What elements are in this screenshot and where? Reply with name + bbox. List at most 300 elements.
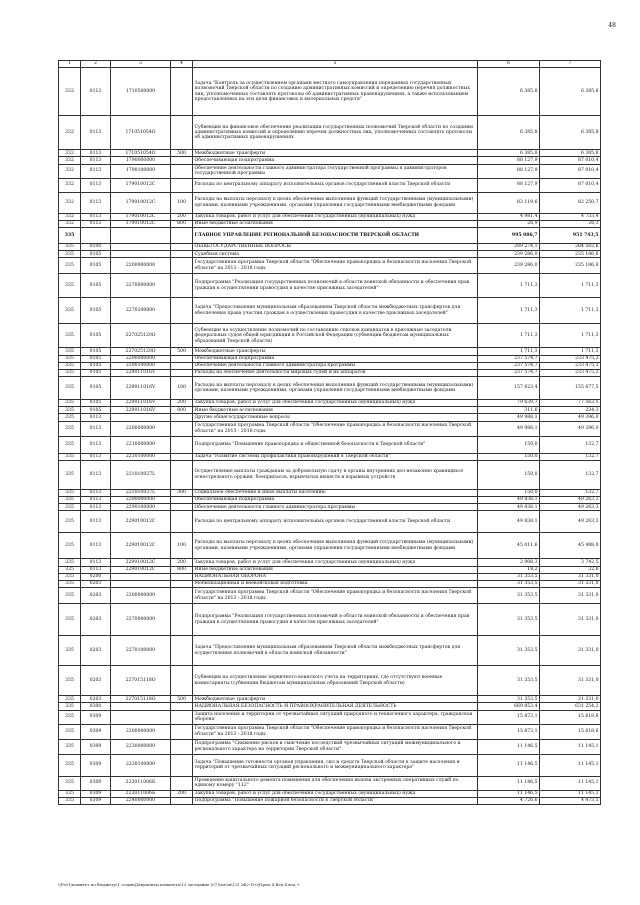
admin-code-cell: 335 — [59, 243, 81, 250]
expense-type-cell — [171, 580, 193, 587]
target-article-cell: 171051054О — [111, 116, 171, 150]
amount-planned-cell: 2 908,3 — [478, 559, 540, 566]
target-article-cell: 229010012С — [111, 533, 171, 559]
column-header: 3 — [111, 61, 171, 68]
description-cell: Расходы по центральному аппарату исполнительных органов государственной власти Тверской области — [193, 511, 478, 533]
admin-code-cell: 335 — [59, 533, 81, 559]
expense-type-cell: 500 — [171, 696, 193, 703]
table-row — [59, 739, 601, 754]
table-row — [59, 178, 601, 192]
target-article-cell: 2200000000 — [111, 258, 171, 274]
amount-planned-cell: 15 873,1 — [478, 724, 540, 739]
expense-type-cell: 200 — [171, 790, 193, 797]
description-cell: Задача "Предоставление муниципальным образованиям Тверской области межбюджетных трансфертов для осуществления полномочий в области воинской обязанности" — [193, 636, 478, 666]
admin-code-cell: 335 — [59, 696, 81, 703]
description-cell: Межбюджетные трансферты — [193, 348, 478, 355]
section-code-cell: 0113 — [81, 157, 111, 164]
expense-type-cell — [171, 460, 193, 489]
table-row — [59, 511, 601, 533]
expense-type-cell — [171, 116, 193, 150]
section-code-cell: 0105 — [81, 324, 111, 348]
amount-planned-cell: 31 353,5 — [478, 604, 540, 636]
description-cell: Подпрограмма "Реализация государственных полномочий в области воинской обязанности и обеспечения прав граждан в осуществлении правосудия в качестве присяжных заседателей" — [193, 604, 478, 636]
amount-executed-cell: 1 711,3 — [540, 274, 601, 298]
page-number: 48 — [608, 22, 616, 29]
table-row — [59, 116, 601, 150]
description-cell: Межбюджетные трансферты — [193, 150, 478, 157]
expense-type-cell — [171, 453, 193, 460]
column-header: 5 — [193, 61, 478, 68]
admin-code-cell: 335 — [59, 400, 81, 407]
amount-executed-cell: 31 331,0 — [540, 580, 601, 587]
target-article-cell: 2210000000 — [111, 436, 171, 453]
description-cell: Задача "Контроль за осуществлением органами местного самоуправления переданных государственных полномочий Тверской области по созданию административных комиссий и определению перечня должностных лиц, уполномоченных составлять протоколы об административных правонарушениях, а также использованием предоставленных на эти цели финансовых и материальных средств" — [193, 68, 478, 116]
amount-executed-cell: 31 331,0 — [540, 604, 601, 636]
description-cell: Закупка товаров, работ и услуг для обеспечения государственных (муниципальных) нужд — [193, 400, 478, 407]
expense-type-cell: 300 — [171, 489, 193, 496]
amount-executed-cell: 49 396,0 — [540, 414, 601, 421]
description-cell: Обеспечивающая подпрограмма — [193, 355, 478, 362]
description-cell: Государственная программа Тверской области "Обеспечение правопорядка и безопасности населения Тверской области" на 2013 - 2018 годы — [193, 421, 478, 436]
section-code-cell: 0113 — [81, 116, 111, 150]
table-row — [59, 489, 601, 496]
admin-code-cell: 332 — [59, 68, 81, 116]
target-article-cell: 227015118О — [111, 696, 171, 703]
section-code-cell: 0105 — [81, 274, 111, 298]
expense-type-cell — [171, 324, 193, 348]
amount-planned-cell: 18,2 — [478, 566, 540, 573]
table-row — [59, 68, 601, 116]
admin-code-cell: 335 — [59, 754, 81, 776]
amount-executed-cell: 233 475,3 — [540, 369, 601, 376]
amount-executed-cell: 235 186,6 — [540, 258, 601, 274]
section-code-cell: 0300 — [81, 703, 111, 710]
amount-planned-cell: 31 353,5 — [478, 696, 540, 703]
description-cell: Обеспечение деятельности главного администратора программы — [193, 362, 478, 369]
target-article-cell: 227015118О — [111, 666, 171, 696]
section-code-cell: 0203 — [81, 696, 111, 703]
expense-type-cell — [171, 573, 193, 580]
amount-planned-cell: 239 286,0 — [478, 251, 540, 258]
admin-code-cell: 335 — [59, 227, 81, 243]
table-row — [59, 436, 601, 453]
amount-executed-cell: 45 488,0 — [540, 533, 601, 559]
table-row — [59, 150, 601, 157]
section-code-cell: 0113 — [81, 414, 111, 421]
description-cell: Задача "Предоставление муниципальным образованиям Тверской области межбюджетных трансфертов для обеспечения права участия граждан в осуществлении правосудия в качестве присяжных заседателей" — [193, 298, 478, 324]
column-header: 6 — [478, 61, 540, 68]
target-article-cell: 229010012С — [111, 566, 171, 573]
description-cell: Иные бюджетные ассигнования — [193, 220, 478, 227]
section-code-cell: 0203 — [81, 604, 111, 636]
section-code-cell: 0203 — [81, 588, 111, 604]
description-cell: НАЦИОНАЛЬНАЯ БЕЗОПАСНОСТЬ И ПРАВООХРАНИТЕЛЬНАЯ ДЕЯТЕЛЬНОСТЬ — [193, 703, 478, 710]
expense-type-cell — [171, 710, 193, 724]
target-article-cell: 179010012С — [111, 213, 171, 220]
amount-planned-cell: 11 146,5 — [478, 776, 540, 790]
table-row — [59, 666, 601, 696]
section-code-cell: 0113 — [81, 504, 111, 511]
target-article-cell — [111, 703, 171, 710]
amount-planned-cell: 83 119,6 — [478, 192, 540, 213]
table-row — [59, 559, 601, 566]
admin-code-cell: 335 — [59, 251, 81, 258]
table-row — [59, 157, 601, 164]
amount-executed-cell: 87 010,4 — [540, 164, 601, 178]
expense-type-cell — [171, 68, 193, 116]
admin-code-cell: 335 — [59, 298, 81, 324]
expense-type-cell — [171, 157, 193, 164]
target-article-cell: 2270100000 — [111, 636, 171, 666]
description-cell: Государственная программа Тверской области "Обеспечение правопорядка и безопасности населения Тверской области" на 2013 - 2018 годы — [193, 258, 478, 274]
amount-executed-cell: 951 743,5 — [540, 227, 601, 243]
section-code-cell: 0113 — [81, 460, 111, 489]
description-cell: Расходы на выплаты персоналу в целях обеспечения выполнения функций государственными (муниципальными) органами, казенными учреждениями, органами управления государственными внебюджетными фондами — [193, 192, 478, 213]
description-cell: Расходы по центральному аппарату исполнительных органов государственной власти Тверской области — [193, 178, 478, 192]
amount-executed-cell: 87 010,4 — [540, 157, 601, 164]
expense-type-cell — [171, 754, 193, 776]
amount-planned-cell: 49 838,1 — [478, 511, 540, 533]
table-row — [59, 164, 601, 178]
expense-type-cell — [171, 497, 193, 504]
section-code-cell: 0309 — [81, 790, 111, 797]
section-code-cell: 0113 — [81, 220, 111, 227]
amount-executed-cell: 11 145,1 — [540, 776, 601, 790]
description-cell: Обеспечение деятельности главного администратора государственной программы и администраторов государственной программы — [193, 164, 478, 178]
expense-type-cell: 200 — [171, 559, 193, 566]
table-row — [59, 754, 601, 776]
amount-executed-cell: 1 711,3 — [540, 348, 601, 355]
expense-type-cell — [171, 604, 193, 636]
amount-executed-cell: 49 263,3 — [540, 511, 601, 533]
expense-type-cell: 800 — [171, 220, 193, 227]
section-code-cell: 0309 — [81, 724, 111, 739]
table-row — [59, 566, 601, 573]
table-row — [59, 797, 601, 804]
column-header: 1 — [59, 61, 81, 68]
amount-executed-cell: 3 742,5 — [540, 559, 601, 566]
table-row — [59, 421, 601, 436]
expense-type-cell — [171, 274, 193, 298]
description-cell: Субвенции на осуществление полномочий по составлению списков кандидатов в присяжные заседатели федеральных судов общей юрисдикции в Российской Федерации (субвенции бюджетам муниципальных образований Тверской области) — [193, 324, 478, 348]
amount-executed-cell: 31 331,0 — [540, 588, 601, 604]
amount-executed-cell: 132,7 — [540, 436, 601, 453]
amount-planned-cell: 6 385,8 — [478, 68, 540, 116]
amount-planned-cell: 4 981,4 — [478, 213, 540, 220]
expense-type-cell: 500 — [171, 348, 193, 355]
section-code-cell: 0113 — [81, 453, 111, 460]
amount-executed-cell: 4 733,4 — [540, 213, 601, 220]
amount-executed-cell: 1 711,3 — [540, 324, 601, 348]
expense-type-cell — [171, 258, 193, 274]
amount-planned-cell: 31 353,5 — [478, 636, 540, 666]
amount-planned-cell: 150,0 — [478, 460, 540, 489]
admin-code-cell: 332 — [59, 192, 81, 213]
amount-planned-cell: 239 286,0 — [478, 258, 540, 274]
amount-executed-cell: 631 254,2 — [540, 703, 601, 710]
table-row — [59, 580, 601, 587]
target-article-cell: 2230100000 — [111, 754, 171, 776]
amount-planned-cell: 11 146,5 — [478, 754, 540, 776]
expense-type-cell: 800 — [171, 566, 193, 573]
amount-executed-cell: 233 475,3 — [540, 362, 601, 369]
section-code-cell: 0105 — [81, 298, 111, 324]
section-code-cell: 0105 — [81, 362, 111, 369]
target-article-cell: 2200000000 — [111, 588, 171, 604]
admin-code-cell: 332 — [59, 150, 81, 157]
admin-code-cell: 332 — [59, 164, 81, 178]
admin-code-cell: 335 — [59, 739, 81, 754]
table-row — [59, 348, 601, 355]
target-article-cell: 221010037L — [111, 460, 171, 489]
expense-type-cell — [171, 703, 193, 710]
amount-planned-cell: 1 711,3 — [478, 324, 540, 348]
amount-planned-cell: 88 127,9 — [478, 157, 540, 164]
section-code-cell: 0203 — [81, 636, 111, 666]
amount-executed-cell: 132,7 — [540, 453, 601, 460]
table-row — [59, 227, 601, 243]
section-code-cell: 0105 — [81, 400, 111, 407]
amount-executed-cell: 87 010,4 — [540, 178, 601, 192]
table-row — [59, 355, 601, 362]
section-code-cell: 0309 — [81, 710, 111, 724]
table-row — [59, 776, 601, 790]
column-header: 7 — [540, 61, 601, 68]
amount-executed-cell: 6 385,8 — [540, 68, 601, 116]
table-row — [59, 400, 601, 407]
amount-executed-cell: 11 145,1 — [540, 754, 601, 776]
target-article-cell: 2290100000 — [111, 504, 171, 511]
expense-type-cell: 500 — [171, 150, 193, 157]
expense-type-cell — [171, 178, 193, 192]
table-header-row — [59, 61, 601, 68]
file-path-footer: \\Fs01\комитет по бюджету\1 созыв\Документы комитета\13 заседание (07)\зп\зп\13) 2Ф2-П-0\Прил 4 Вед 4 вед.+ — [58, 882, 300, 887]
admin-code-cell: 335 — [59, 559, 81, 566]
section-code-cell: 0113 — [81, 150, 111, 157]
admin-code-cell: 332 — [59, 220, 81, 227]
amount-executed-cell: 49 263,3 — [540, 497, 601, 504]
table-row — [59, 790, 601, 797]
admin-code-cell: 335 — [59, 566, 81, 573]
section-code-cell: 0105 — [81, 355, 111, 362]
budget-table — [58, 60, 601, 805]
description-cell: Социальное обеспечение и иные выплаты населению — [193, 489, 478, 496]
section-code-cell: 0113 — [81, 489, 111, 496]
expense-type-cell: 100 — [171, 377, 193, 400]
description-cell: Задача "Развитие системы профилактики правонарушений в Тверской области" — [193, 453, 478, 460]
expense-type-cell — [171, 298, 193, 324]
admin-code-cell: 335 — [59, 369, 81, 376]
target-article-cell: 2200000000 — [111, 724, 171, 739]
amount-planned-cell: 995 086,7 — [478, 227, 540, 243]
amount-executed-cell: 11 145,1 — [540, 739, 601, 754]
amount-planned-cell: 237 574,7 — [478, 355, 540, 362]
description-cell: Подпрограмма "Повышение правопорядка и общественной безопасности в Тверской области" — [193, 436, 478, 453]
admin-code-cell: 335 — [59, 460, 81, 489]
amount-executed-cell: 11 145,1 — [540, 790, 601, 797]
amount-planned-cell: 669 853,4 — [478, 703, 540, 710]
section-code-cell: 0113 — [81, 497, 111, 504]
description-cell: Обеспечивающая подпрограмма — [193, 497, 478, 504]
expense-type-cell — [171, 421, 193, 436]
table-row — [59, 213, 601, 220]
target-article-cell — [111, 251, 171, 258]
amount-planned-cell: 6 385,8 — [478, 116, 540, 150]
expense-type-cell: 800 — [171, 407, 193, 414]
section-code-cell: 0105 — [81, 407, 111, 414]
expense-type-cell — [171, 797, 193, 804]
table-row — [59, 497, 601, 504]
admin-code-cell: 332 — [59, 178, 81, 192]
amount-executed-cell: 284 582,6 — [540, 243, 601, 250]
target-article-cell: 2290000000 — [111, 355, 171, 362]
section-code-cell: 0113 — [81, 533, 111, 559]
admin-code-cell: 335 — [59, 377, 81, 400]
amount-planned-cell: 150,0 — [478, 453, 540, 460]
table-row — [59, 573, 601, 580]
admin-code-cell: 335 — [59, 710, 81, 724]
amount-planned-cell: 49 988,1 — [478, 421, 540, 436]
section-code-cell: 0105 — [81, 369, 111, 376]
target-article-cell: 229010012С — [111, 511, 171, 533]
section-code-cell: 0113 — [81, 164, 111, 178]
expense-type-cell — [171, 724, 193, 739]
amount-executed-cell: 6 385,8 — [540, 150, 601, 157]
target-article-cell: 227025120О — [111, 348, 171, 355]
amount-planned-cell: 31 353,5 — [478, 666, 540, 696]
target-article-cell: 179010012С — [111, 192, 171, 213]
expense-type-cell — [171, 666, 193, 696]
target-article-cell — [111, 414, 171, 421]
section-code-cell: 0105 — [81, 377, 111, 400]
table-body — [59, 68, 601, 805]
target-article-cell: 179010012С — [111, 220, 171, 227]
admin-code-cell: 335 — [59, 436, 81, 453]
admin-code-cell: 335 — [59, 790, 81, 797]
amount-executed-cell: 31 331,0 — [540, 636, 601, 666]
description-cell: Расходы на обеспечение деятельности мировых судей и их аппаратов — [193, 369, 478, 376]
section-code-cell: 0100 — [81, 243, 111, 250]
admin-code-cell: 335 — [59, 604, 81, 636]
admin-code-cell: 335 — [59, 407, 81, 414]
table-row — [59, 604, 601, 636]
amount-executed-cell: 1 711,3 — [540, 298, 601, 324]
amount-planned-cell: 289 274,1 — [478, 243, 540, 250]
target-article-cell: 1790100000 — [111, 164, 171, 178]
section-code-cell: 0105 — [81, 348, 111, 355]
admin-code-cell: 335 — [59, 414, 81, 421]
table-row — [59, 324, 601, 348]
amount-executed-cell: 31 331,0 — [540, 573, 601, 580]
amount-planned-cell: 311,6 — [478, 407, 540, 414]
table-row — [59, 504, 601, 511]
amount-executed-cell: 132,7 — [540, 489, 601, 496]
description-cell: Иные бюджетные ассигнования — [193, 566, 478, 573]
description-cell: Закупка товаров, работ и услуг для обеспечения государственных (муниципальных) нужд — [193, 790, 478, 797]
description-cell: Подпрограмма "Реализация государственных полномочий в области воинской обязанности и обеспечения прав граждан в осуществлении правосудия в качестве присяжных заседателей" — [193, 274, 478, 298]
section-code-cell: 0113 — [81, 192, 111, 213]
description-cell: Судебная система — [193, 251, 478, 258]
expense-type-cell — [171, 504, 193, 511]
amount-planned-cell: 31 353,5 — [478, 588, 540, 604]
target-article-cell: 229011016V — [111, 377, 171, 400]
target-article-cell: 229011016V — [111, 369, 171, 376]
admin-code-cell: 335 — [59, 497, 81, 504]
description-cell: Задача "Повышение готовности органов управления, сил и средств Тверской области к защите населения и территорий от чрезвычайных ситуаций регионального и межмуниципального характера" — [193, 754, 478, 776]
table-row — [59, 362, 601, 369]
description-cell: Государственная программа Тверской области "Обеспечение правопорядка и безопасности населения Тверской области" на 2013 - 2018 годы — [193, 724, 478, 739]
admin-code-cell: 335 — [59, 421, 81, 436]
target-article-cell: 2240000000 — [111, 797, 171, 804]
expense-type-cell — [171, 369, 193, 376]
expense-type-cell — [171, 227, 193, 243]
column-header: 2 — [81, 61, 111, 68]
target-article-cell: 223011006Б — [111, 790, 171, 797]
expense-type-cell — [171, 776, 193, 790]
expense-type-cell — [171, 243, 193, 250]
amount-planned-cell: 150,0 — [478, 489, 540, 496]
amount-planned-cell: 49 838,1 — [478, 497, 540, 504]
amount-planned-cell: 157 623,4 — [478, 377, 540, 400]
amount-planned-cell: 6 385,8 — [478, 150, 540, 157]
section-code-cell: 0113 — [81, 421, 111, 436]
table-row — [59, 407, 601, 414]
expense-type-cell — [171, 436, 193, 453]
table-row — [59, 274, 601, 298]
amount-executed-cell: 31 331,0 — [540, 666, 601, 696]
amount-executed-cell: 4 473,5 — [540, 797, 601, 804]
section-code-cell: 0113 — [81, 559, 111, 566]
table-row — [59, 724, 601, 739]
amount-executed-cell: 234,3 — [540, 407, 601, 414]
table-row — [59, 377, 601, 400]
table-row — [59, 588, 601, 604]
amount-executed-cell: 82 250,7 — [540, 192, 601, 213]
expense-type-cell: 100 — [171, 533, 193, 559]
admin-code-cell: 332 — [59, 116, 81, 150]
description-cell: НАЦИОНАЛЬНАЯ ОБОРОНА — [193, 573, 478, 580]
target-article-cell: 229010012С — [111, 559, 171, 566]
table-row — [59, 243, 601, 250]
amount-planned-cell: 45 011,6 — [478, 533, 540, 559]
amount-planned-cell: 26,9 — [478, 220, 540, 227]
description-cell: Закупка товаров, работ и услуг для обеспечения государственных (муниципальных) нужд — [193, 213, 478, 220]
table-row — [59, 710, 601, 724]
admin-code-cell: 335 — [59, 504, 81, 511]
table-row — [59, 192, 601, 213]
section-code-cell: 0309 — [81, 739, 111, 754]
amount-planned-cell: 11 146,5 — [478, 790, 540, 797]
expense-type-cell — [171, 588, 193, 604]
target-article-cell: 229011016V — [111, 400, 171, 407]
section-code-cell: 0113 — [81, 436, 111, 453]
admin-code-cell: 335 — [59, 588, 81, 604]
description-cell: Другие общегосударственные вопросы — [193, 414, 478, 421]
admin-code-cell: 335 — [59, 573, 81, 580]
admin-code-cell: 335 — [59, 489, 81, 496]
description-cell: Расходы на выплаты персоналу в целях обеспечения выполнения функций государственными (муниципальными) органами, казенными учреждениями, органами управления государственными внебюджетными фондами — [193, 533, 478, 559]
description-cell: Обеспечение деятельности главного администратора программы — [193, 504, 478, 511]
description-cell: Проведение капитального ремонта помещения для обеспечения вызова экстренных оперативных служб по единому номеру "112" — [193, 776, 478, 790]
table-row — [59, 703, 601, 710]
amount-executed-cell: 77 563,5 — [540, 400, 601, 407]
table-row — [59, 460, 601, 489]
amount-planned-cell: 31 353,5 — [478, 580, 540, 587]
amount-planned-cell: 31 353,5 — [478, 573, 540, 580]
amount-executed-cell: 49 263,3 — [540, 504, 601, 511]
description-cell: Субвенции на осуществление первичного воинского учета на территориях, где отсутствуют военные комиссариаты (субвенции бюджетам муниципальных образований Тверской области) — [193, 666, 478, 696]
admin-code-cell: 335 — [59, 703, 81, 710]
